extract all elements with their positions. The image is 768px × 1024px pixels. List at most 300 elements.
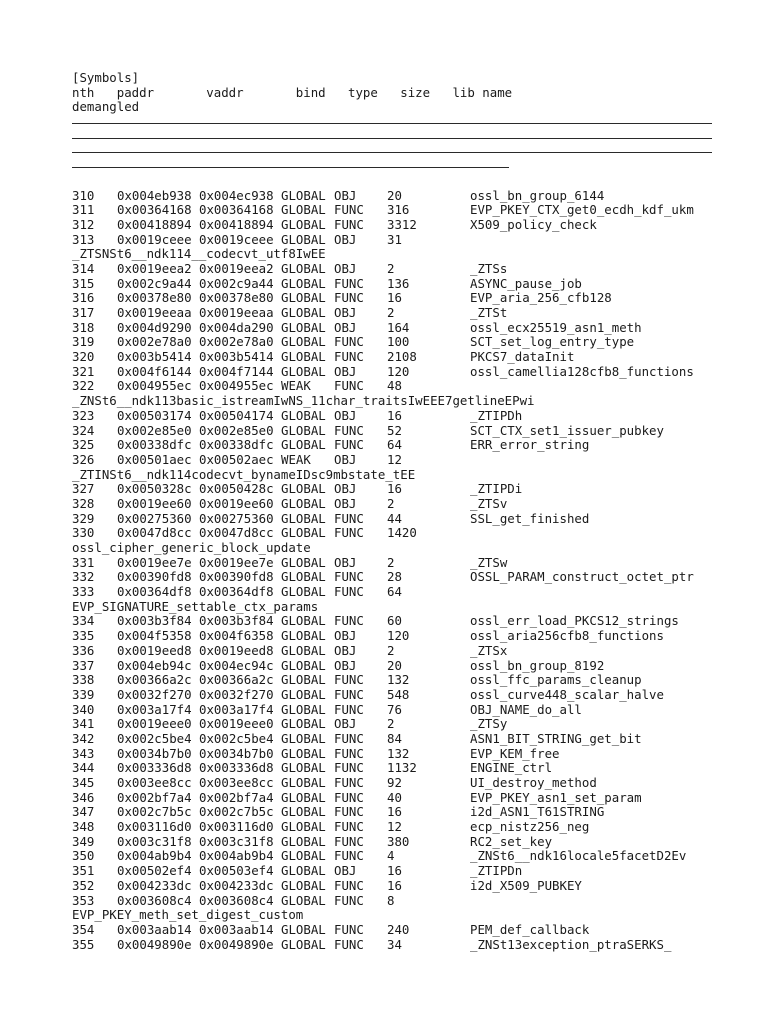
symbol-size: 132 <box>387 745 410 761</box>
table-row-continuation <box>72 908 712 923</box>
symbol-type: FUNC <box>334 833 364 849</box>
symbol-paddr: 0x0050328c <box>117 481 192 497</box>
symbol-nth: 350 <box>72 848 95 864</box>
symbol-name: EVP_aria_256_cfb128 <box>470 290 612 306</box>
table-row <box>72 717 712 732</box>
symbol-size: 12 <box>387 451 402 467</box>
symbol-bind: GLOBAL <box>281 202 326 218</box>
symbol-bind: GLOBAL <box>281 775 326 790</box>
symbol-nth: 341 <box>72 716 95 732</box>
symbol-paddr: 0x003116d0 <box>117 819 192 835</box>
table-row-continuation <box>72 247 712 262</box>
symbol-vaddr: 0x003116d0 <box>199 819 274 835</box>
symbol-vaddr: 0x00364df8 <box>199 584 274 600</box>
symbol-paddr: 0x004ab9b4 <box>117 848 192 864</box>
symbol-type: FUNC <box>334 584 364 600</box>
symbol-size: 4 <box>387 848 395 864</box>
symbol-paddr: 0x00275360 <box>117 510 192 526</box>
symbol-vaddr: 0x0019eea2 <box>199 260 274 276</box>
symbol-size: 1132 <box>387 760 417 776</box>
symbol-nth: 340 <box>72 701 95 717</box>
symbol-paddr: 0x00503174 <box>117 407 192 423</box>
table-row <box>72 673 712 688</box>
symbol-paddr: 0x00501aec <box>117 451 192 467</box>
symbol-paddr: 0x004955ec <box>117 378 192 394</box>
symbol-nth: 336 <box>72 642 95 658</box>
symbol-name-wrapped: EVP_SIGNATURE_settable_ctx_params <box>72 598 319 614</box>
column-header-demangled: demangled <box>72 99 140 115</box>
symbol-bind: GLOBAL <box>281 716 326 732</box>
symbol-bind: GLOBAL <box>281 349 326 365</box>
section-title: [Symbols] <box>72 70 140 85</box>
symbol-nth: 332 <box>72 569 95 585</box>
symbol-nth: 355 <box>72 936 95 952</box>
symbol-vaddr: 0x0019eee0 <box>199 716 274 732</box>
separator-rule <box>72 159 712 174</box>
symbol-nth: 354 <box>72 921 95 937</box>
symbol-size: 40 <box>387 789 402 805</box>
symbol-bind: GLOBAL <box>281 701 326 717</box>
symbol-name: _ZTIPDi <box>470 481 523 497</box>
symbol-bind: GLOBAL <box>281 231 326 247</box>
symbol-bind: GLOBAL <box>281 892 326 908</box>
symbol-bind: GLOBAL <box>281 290 326 306</box>
symbol-paddr: 0x00418894 <box>117 216 192 232</box>
symbol-bind: WEAK <box>281 378 311 394</box>
symbol-type: FUNC <box>334 745 364 761</box>
table-row <box>72 497 712 512</box>
symbol-bind: GLOBAL <box>281 481 326 497</box>
symbol-vaddr: 0x003b5414 <box>199 349 274 365</box>
table-row <box>72 688 712 703</box>
symbol-name: _ZTSw <box>470 554 508 570</box>
symbol-nth: 310 <box>72 187 95 203</box>
symbol-type: FUNC <box>334 334 364 350</box>
table-row <box>72 453 712 468</box>
symbol-name-wrapped: _ZNSt6__ndk113basic_istreamIwNS_11char_traitsIwEEE7getlineEPwi <box>72 393 535 409</box>
symbol-paddr: 0x0019eea2 <box>117 260 192 276</box>
symbol-bind: GLOBAL <box>281 305 326 320</box>
symbol-nth: 351 <box>72 863 95 879</box>
symbol-type: FUNC <box>334 921 364 937</box>
symbol-name: ossl_ffc_params_cleanup <box>470 672 642 688</box>
symbol-paddr: 0x004eb938 <box>117 187 192 203</box>
symbol-name: ASN1_BIT_STRING_get_bit <box>470 730 642 746</box>
symbol-bind: GLOBAL <box>281 495 326 511</box>
symbol-name: ossl_ecx25519_asn1_meth <box>470 319 642 335</box>
symbol-size: 84 <box>387 730 402 746</box>
symbol-name: SCT_set_log_entry_type <box>470 334 635 350</box>
symbol-vaddr: 0x00275360 <box>199 510 274 526</box>
symbol-name: _ZNSt6__ndk16locale5facetD2Ev <box>470 848 687 864</box>
symbol-size: 28 <box>387 569 402 585</box>
symbol-nth: 326 <box>72 451 95 467</box>
symbol-name: _ZNSt13exception_ptraSERKS_ <box>470 936 672 952</box>
symbol-vaddr: 0x004f7144 <box>199 363 274 379</box>
symbol-size: 16 <box>387 407 402 423</box>
symbol-size: 120 <box>387 628 410 644</box>
symbol-vaddr: 0x00366a2c <box>199 672 274 688</box>
symbol-paddr: 0x00378e80 <box>117 290 192 306</box>
symbol-vaddr: 0x0019eeaa <box>199 305 274 320</box>
symbol-bind: GLOBAL <box>281 554 326 570</box>
symbol-paddr: 0x002e78a0 <box>117 334 192 350</box>
symbol-size: 92 <box>387 775 402 790</box>
symbol-vaddr: 0x0019ceee <box>199 231 274 247</box>
symbol-type: OBJ <box>334 187 357 203</box>
table-row <box>72 379 712 394</box>
symbol-paddr: 0x00364df8 <box>117 584 192 600</box>
symbol-name-wrapped: _ZTSNSt6__ndk114__codecvt_utf8IwEE <box>72 246 326 262</box>
symbol-paddr: 0x003a17f4 <box>117 701 192 717</box>
symbol-nth: 335 <box>72 628 95 644</box>
table-row <box>72 820 712 835</box>
symbol-size: 12 <box>387 819 402 835</box>
symbol-nth: 339 <box>72 686 95 702</box>
symbol-name: ERR_error_string <box>470 437 590 453</box>
table-row <box>72 938 712 953</box>
symbol-name: ossl_aria256cfb8_functions <box>470 628 664 644</box>
symbol-vaddr: 0x00338dfc <box>199 437 274 453</box>
symbol-vaddr: 0x003c31f8 <box>199 833 274 849</box>
table-row <box>72 864 712 879</box>
table-row <box>72 203 712 218</box>
symbol-size: 240 <box>387 921 410 937</box>
symbol-nth: 345 <box>72 775 95 790</box>
symbol-vaddr: 0x004233dc <box>199 877 274 893</box>
symbol-vaddr: 0x0049890e <box>199 936 274 952</box>
symbol-bind: GLOBAL <box>281 363 326 379</box>
symbol-vaddr: 0x003a17f4 <box>199 701 274 717</box>
symbol-type: FUNC <box>334 775 364 790</box>
symbol-paddr: 0x0049890e <box>117 936 192 952</box>
symbol-name: ossl_bn_group_8192 <box>470 657 605 673</box>
symbol-name: RC2_set_key <box>470 833 553 849</box>
symbol-vaddr: 0x00502aec <box>199 451 274 467</box>
table-row <box>72 732 712 747</box>
symbol-paddr: 0x004f6144 <box>117 363 192 379</box>
symbol-paddr: 0x003c31f8 <box>117 833 192 849</box>
symbol-name-wrapped: EVP_PKEY_meth_set_digest_custom <box>72 907 304 923</box>
symbol-size: 64 <box>387 437 402 453</box>
symbol-paddr: 0x0019ceee <box>117 231 192 247</box>
symbol-nth: 342 <box>72 730 95 746</box>
symbol-type: FUNC <box>334 290 364 306</box>
symbol-nth: 314 <box>72 260 95 276</box>
table-row <box>72 350 712 365</box>
symbol-vaddr: 0x00364168 <box>199 202 274 218</box>
symbol-bind: GLOBAL <box>281 437 326 453</box>
symbol-nth: 334 <box>72 613 95 629</box>
symbol-type: OBJ <box>334 407 357 423</box>
symbol-type: OBJ <box>334 231 357 247</box>
symbol-paddr: 0x0047d8cc <box>117 525 192 541</box>
symbol-paddr: 0x00366a2c <box>117 672 192 688</box>
symbol-vaddr: 0x003608c4 <box>199 892 274 908</box>
symbol-paddr: 0x0019ee7e <box>117 554 192 570</box>
symbol-vaddr: 0x0019ee7e <box>199 554 274 570</box>
symbol-paddr: 0x0019eeaa <box>117 305 192 320</box>
symbol-paddr: 0x00390fd8 <box>117 569 192 585</box>
symbol-vaddr: 0x0034b7b0 <box>199 745 274 761</box>
symbol-name: ossl_curve448_scalar_halve <box>470 686 664 702</box>
symbol-paddr: 0x00338dfc <box>117 437 192 453</box>
table-row <box>72 438 712 453</box>
symbol-bind: GLOBAL <box>281 789 326 805</box>
symbol-nth: 311 <box>72 202 95 218</box>
symbol-paddr: 0x0019eed8 <box>117 642 192 658</box>
symbol-paddr: 0x004eb94c <box>117 657 192 673</box>
symbol-type: FUNC <box>334 730 364 746</box>
symbol-bind: GLOBAL <box>281 334 326 350</box>
symbol-nth: 347 <box>72 804 95 820</box>
symbol-type: OBJ <box>334 642 357 658</box>
symbol-paddr: 0x0019ee60 <box>117 495 192 511</box>
symbol-type: OBJ <box>334 863 357 879</box>
symbol-table <box>72 189 712 953</box>
symbol-type: FUNC <box>334 202 364 218</box>
symbol-vaddr: 0x00378e80 <box>199 290 274 306</box>
table-row <box>72 570 712 585</box>
symbol-nth: 338 <box>72 672 95 688</box>
symbol-type: OBJ <box>334 716 357 732</box>
symbol-vaddr: 0x002c7b5c <box>199 804 274 820</box>
symbol-paddr: 0x0032f270 <box>117 686 192 702</box>
symbol-vaddr: 0x002e85e0 <box>199 422 274 438</box>
symbol-size: 2 <box>387 642 395 658</box>
symbol-name: EVP_KEM_free <box>470 745 560 761</box>
symbol-vaddr: 0x003aab14 <box>199 921 274 937</box>
symbol-type: FUNC <box>334 804 364 820</box>
symbol-type: FUNC <box>334 848 364 864</box>
table-row <box>72 512 712 527</box>
symbol-name: OBJ_NAME_do_all <box>470 701 582 717</box>
table-row-continuation <box>72 600 712 615</box>
symbol-size: 2 <box>387 716 395 732</box>
symbol-paddr: 0x004233dc <box>117 877 192 893</box>
symbol-size: 164 <box>387 319 410 335</box>
symbol-bind: GLOBAL <box>281 745 326 761</box>
symbol-size: 548 <box>387 686 410 702</box>
symbol-size: 64 <box>387 584 402 600</box>
symbol-vaddr: 0x0019ee60 <box>199 495 274 511</box>
separator-rule <box>72 144 712 159</box>
symbol-bind: GLOBAL <box>281 613 326 629</box>
symbol-size: 16 <box>387 877 402 893</box>
symbol-type: FUNC <box>334 877 364 893</box>
symbol-size: 136 <box>387 275 410 291</box>
symbol-name: PEM_def_callback <box>470 921 590 937</box>
symbol-paddr: 0x002c9a44 <box>117 275 192 291</box>
symbol-nth: 317 <box>72 305 95 320</box>
symbol-size: 2 <box>387 260 395 276</box>
symbol-nth: 312 <box>72 216 95 232</box>
table-row <box>72 849 712 864</box>
table-row <box>72 835 712 850</box>
symbol-vaddr: 0x00418894 <box>199 216 274 232</box>
symbol-vaddr: 0x0050428c <box>199 481 274 497</box>
symbol-bind: GLOBAL <box>281 525 326 541</box>
symbol-size: 2108 <box>387 349 417 365</box>
symbol-type: FUNC <box>334 672 364 688</box>
symbol-nth: 329 <box>72 510 95 526</box>
symbol-nth: 343 <box>72 745 95 761</box>
symbol-vaddr: 0x00503ef4 <box>199 863 274 879</box>
table-row <box>72 776 712 791</box>
symbol-bind: GLOBAL <box>281 628 326 644</box>
table-row <box>72 335 712 350</box>
symbol-paddr: 0x002bf7a4 <box>117 789 192 805</box>
symbol-type: OBJ <box>334 363 357 379</box>
symbol-type: FUNC <box>334 892 364 908</box>
symbol-type: OBJ <box>334 481 357 497</box>
symbol-size: 60 <box>387 613 402 629</box>
table-row-continuation <box>72 394 712 409</box>
symbol-bind: GLOBAL <box>281 187 326 203</box>
symbol-vaddr: 0x002c9a44 <box>199 275 274 291</box>
symbol-paddr: 0x00364168 <box>117 202 192 218</box>
symbol-type: OBJ <box>334 305 357 320</box>
symbol-type: FUNC <box>334 819 364 835</box>
symbol-nth: 321 <box>72 363 95 379</box>
symbol-name: _ZTIPDh <box>470 407 523 423</box>
symbol-nth: 325 <box>72 437 95 453</box>
table-row-continuation <box>72 468 712 483</box>
symbol-bind: GLOBAL <box>281 804 326 820</box>
symbol-size: 34 <box>387 936 402 952</box>
symbol-paddr: 0x0034b7b0 <box>117 745 192 761</box>
symbol-size: 316 <box>387 202 410 218</box>
symbol-paddr: 0x002e85e0 <box>117 422 192 438</box>
symbol-name: UI_destroy_method <box>470 775 597 790</box>
symbol-name: _ZTSv <box>470 495 508 511</box>
symbol-bind: GLOBAL <box>281 730 326 746</box>
table-row <box>72 233 712 248</box>
symbol-bind: GLOBAL <box>281 848 326 864</box>
symbol-nth: 322 <box>72 378 95 394</box>
symbol-type: FUNC <box>334 525 364 541</box>
symbol-bind: GLOBAL <box>281 686 326 702</box>
symbol-bind: GLOBAL <box>281 584 326 600</box>
table-row <box>72 556 712 571</box>
symbol-size: 1420 <box>387 525 417 541</box>
symbol-size: 20 <box>387 187 402 203</box>
symbol-type: OBJ <box>334 451 357 467</box>
symbol-paddr: 0x0019eee0 <box>117 716 192 732</box>
symbol-bind: GLOBAL <box>281 833 326 849</box>
symbol-bind: GLOBAL <box>281 216 326 232</box>
symbol-paddr: 0x00502ef4 <box>117 863 192 879</box>
symbol-bind: GLOBAL <box>281 877 326 893</box>
table-row <box>72 614 712 629</box>
column-header: nth paddr vaddr bind type size lib name <box>72 84 513 100</box>
blank-line <box>72 174 712 189</box>
symbol-size: 16 <box>387 481 402 497</box>
symbol-nth: 349 <box>72 833 95 849</box>
symbol-name: SCT_CTX_set1_issuer_pubkey <box>470 422 664 438</box>
table-row <box>72 218 712 233</box>
symbol-vaddr: 0x0047d8cc <box>199 525 274 541</box>
symbol-type: FUNC <box>334 789 364 805</box>
table-row <box>72 262 712 277</box>
symbol-nth: 346 <box>72 789 95 805</box>
table-row <box>72 879 712 894</box>
table-row <box>72 321 712 336</box>
table-row <box>72 923 712 938</box>
symbols-document <box>72 71 712 952</box>
symbol-vaddr: 0x003ee8cc <box>199 775 274 790</box>
symbol-vaddr: 0x0019eed8 <box>199 642 274 658</box>
symbol-type: OBJ <box>334 495 357 511</box>
symbol-name: EVP_PKEY_CTX_get0_ecdh_kdf_ukm <box>470 202 694 218</box>
table-row <box>72 894 712 909</box>
symbol-vaddr: 0x002bf7a4 <box>199 789 274 805</box>
symbol-type: FUNC <box>334 936 364 952</box>
symbol-size: 31 <box>387 231 402 247</box>
symbol-vaddr: 0x00390fd8 <box>199 569 274 585</box>
symbol-type: FUNC <box>334 378 364 394</box>
symbol-bind: GLOBAL <box>281 672 326 688</box>
table-row-continuation <box>72 541 712 556</box>
symbol-vaddr: 0x004da290 <box>199 319 274 335</box>
symbol-type: FUNC <box>334 760 364 776</box>
symbol-vaddr: 0x004ec94c <box>199 657 274 673</box>
separator-rule <box>72 115 712 130</box>
symbol-type: FUNC <box>334 437 364 453</box>
symbol-paddr: 0x004d9290 <box>117 319 192 335</box>
symbol-nth: 318 <box>72 319 95 335</box>
table-row <box>72 365 712 380</box>
symbol-name: _ZTSy <box>470 716 508 732</box>
symbol-bind: GLOBAL <box>281 819 326 835</box>
table-row <box>72 805 712 820</box>
symbol-name: SSL_get_finished <box>470 510 590 526</box>
symbol-name: ENGINE_ctrl <box>470 760 553 776</box>
symbol-nth: 323 <box>72 407 95 423</box>
symbol-bind: GLOBAL <box>281 422 326 438</box>
symbol-type: FUNC <box>334 569 364 585</box>
symbol-paddr: 0x003608c4 <box>117 892 192 908</box>
symbol-size: 76 <box>387 701 402 717</box>
symbol-size: 20 <box>387 657 402 673</box>
table-row <box>72 659 712 674</box>
symbol-size: 48 <box>387 378 402 394</box>
symbol-name: ossl_err_load_PKCS12_strings <box>470 613 679 629</box>
symbol-size: 3312 <box>387 216 417 232</box>
symbol-vaddr: 0x003336d8 <box>199 760 274 776</box>
symbol-vaddr: 0x004955ec <box>199 378 274 394</box>
symbol-name: _ZTSt <box>470 305 508 320</box>
table-row <box>72 526 712 541</box>
symbol-nth: 320 <box>72 349 95 365</box>
symbol-paddr: 0x004f5358 <box>117 628 192 644</box>
symbol-bind: GLOBAL <box>281 642 326 658</box>
symbol-type: FUNC <box>334 686 364 702</box>
symbol-size: 100 <box>387 334 410 350</box>
symbol-size: 132 <box>387 672 410 688</box>
symbol-nth: 353 <box>72 892 95 908</box>
table-row <box>72 629 712 644</box>
symbol-name-wrapped: ossl_cipher_generic_block_update <box>72 540 311 555</box>
symbol-nth: 331 <box>72 554 95 570</box>
symbol-name: _ZTSx <box>470 642 508 658</box>
symbol-nth: 337 <box>72 657 95 673</box>
symbol-type: FUNC <box>334 510 364 526</box>
table-row <box>72 761 712 776</box>
table-row <box>72 585 712 600</box>
symbol-name: i2d_ASN1_T61STRING <box>470 804 605 820</box>
symbol-name: _ZTSs <box>470 260 508 276</box>
